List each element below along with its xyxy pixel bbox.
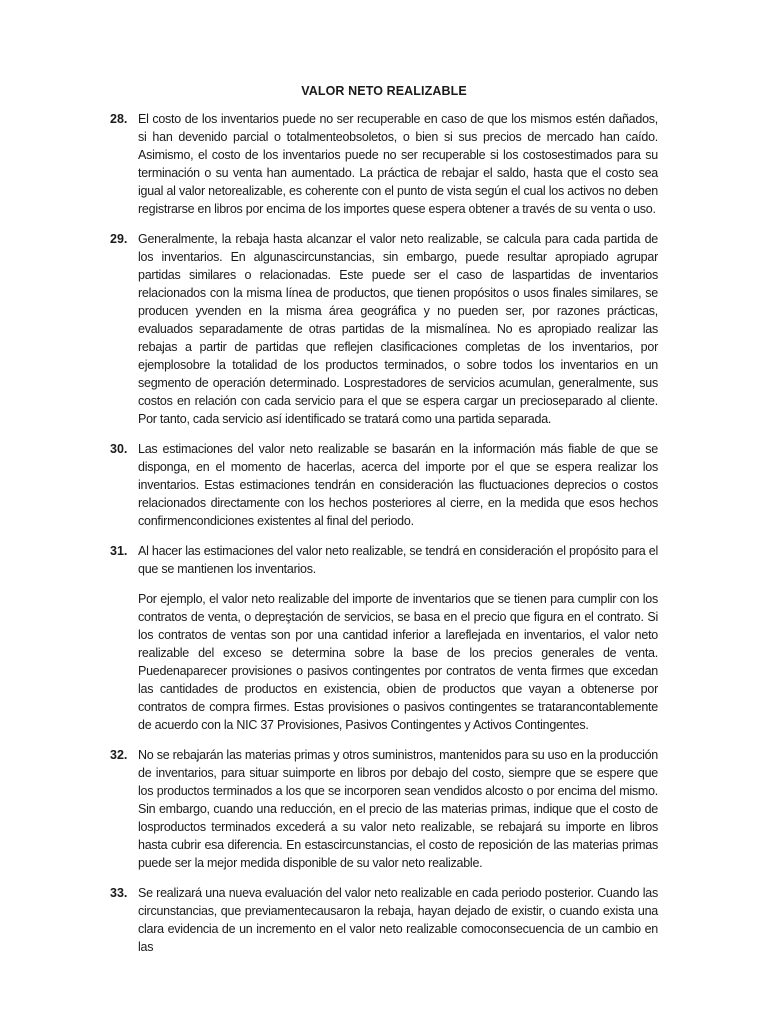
paragraph-text: El costo de los inventarios puede no ser recuperable en caso de que los mismos estén dañados, si han devenido parcial o totalmenteobsoletos, o bien si sus precios de mercado han caído. Asimismo, el costo de los inventarios puede no ser recuperable si los costosestimados para su terminación o su venta han aumentado. La práctica de rebajar el saldo, hasta que el costo sea igual al valor netorealizable, es coherente con el punto de vista según el cual los activos no deben registrarse en libros por encima de los importes quese espera obtener a través de su venta o uso. [138, 112, 658, 216]
paragraph-text: No se rebajarán las materias primas y otros suministros, mantenidos para su uso en la producción de inventarios, para situar suimporte en libros por debajo del costo, siempre que se espere que los productos terminados a los que se incorporen sean vendidos alcosto o por encima del mismo. Sin embargo, cuando una reducción, en el precio de las materias primas, indique que el costo de losproductos terminados excederá a su valor neto realizable, se rebajará su importe en libros hasta cubrir esa diferencia. En estascircunstancias, el costo de reposición de las materias primas puede ser la mejor medida disponible de su valor neto realizable. [138, 748, 659, 870]
paragraph-number: 28. [110, 112, 128, 126]
paragraph-number: 29. [110, 232, 128, 246]
paragraph-text: Se realizará una nueva evaluación del valor neto realizable en cada periodo posterior. Cuando las circunstancias, que previamentecausaron la rebaja, hayan dejado de existir, o cuando exista una clara evidencia de un incremento en el valor neto realizable comoconsecuencia de un cambio en las [138, 886, 658, 954]
paragraph-number: 32. [110, 748, 128, 762]
paragraph-32 [110, 746, 658, 872]
paragraph-number: 33. [110, 886, 128, 900]
paragraph-28 [110, 110, 658, 218]
paragraph-30 [110, 440, 658, 530]
document-title: VALOR NETO REALIZABLE [301, 84, 467, 98]
paragraph-text: Las estimaciones del valor neto realizable se basarán en la información más fiable de que se disponga, en el momento de hacerlas, acerca del importe por el que se espera realizar los inventarios. Estas estimaciones tendrán en consideración las fluctuaciones deprecios o costos relacionados directamente con los hechos posteriores al cierre, en la medida que esos hechos confirmencondiciones existentes al final del periodo. [138, 442, 658, 528]
paragraph-number: 31. [110, 544, 128, 558]
paragraph-text: Generalmente, la rebaja hasta alcanzar el valor neto realizable, se calcula para cada partida de los inventarios. En algunascircunstancias, sin embargo, puede resultar apropiado agrupar partidas similares o relacionadas. Este puede ser el caso de laspartidas de inventarios relacionados con la misma línea de productos, que tienen propósitos o usos finales similares, se producen yvenden en la misma área geográfica y no pueden ser, por razones prácticas, evaluados separadamente de otras partidas de la mismalínea. No es apropiado realizar las rebajas a partir de partidas que reflejen clasificaciones completas de los inventarios, por ejemplosobre la totalidad de los productos terminados, o sobre todos los inventarios en un segmento de operación determinado. Losprestadores de servicios acumulan, generalmente, sus costos en relación con cada servicio para el que se espera cargar un precioseparado al cliente. Por tanto, cada servicio así identificado se tratará como una partida separada. [138, 232, 658, 426]
paragraph-33 [110, 884, 658, 956]
paragraph-text: Por ejemplo, el valor neto realizable del importe de inventarios que se tienen para cumplir con los contratos de venta, o depreştación de servicios, se basa en el precio que figura en el contrato. Si los contratos de ventas son por una cantidad inferior a lareflejada en inventarios, el valor neto realizable del exceso se determina sobre la base de los precios generales de venta. Puedenaparecer provisiones o pasivos contingentes por contratos de venta firmes que excedan las cantidades de productos en existencia, obien de productos que vayan a obtenerse por contratos de compra firmes. Estas provisiones o pasivos contingentes se tratarancontablemente de acuerdo con la NIC 37 Provisiones, Pasivos Contingentes y Activos Contingentes. [138, 592, 658, 732]
paragraph-29 [110, 230, 658, 428]
paragraph-number: 30. [110, 442, 128, 456]
paragraph-text: Al hacer las estimaciones del valor neto realizable, se tendrá en consideración el propósito para el que se mantienen los inventarios. [138, 544, 658, 576]
paragraph-31 [110, 542, 658, 734]
